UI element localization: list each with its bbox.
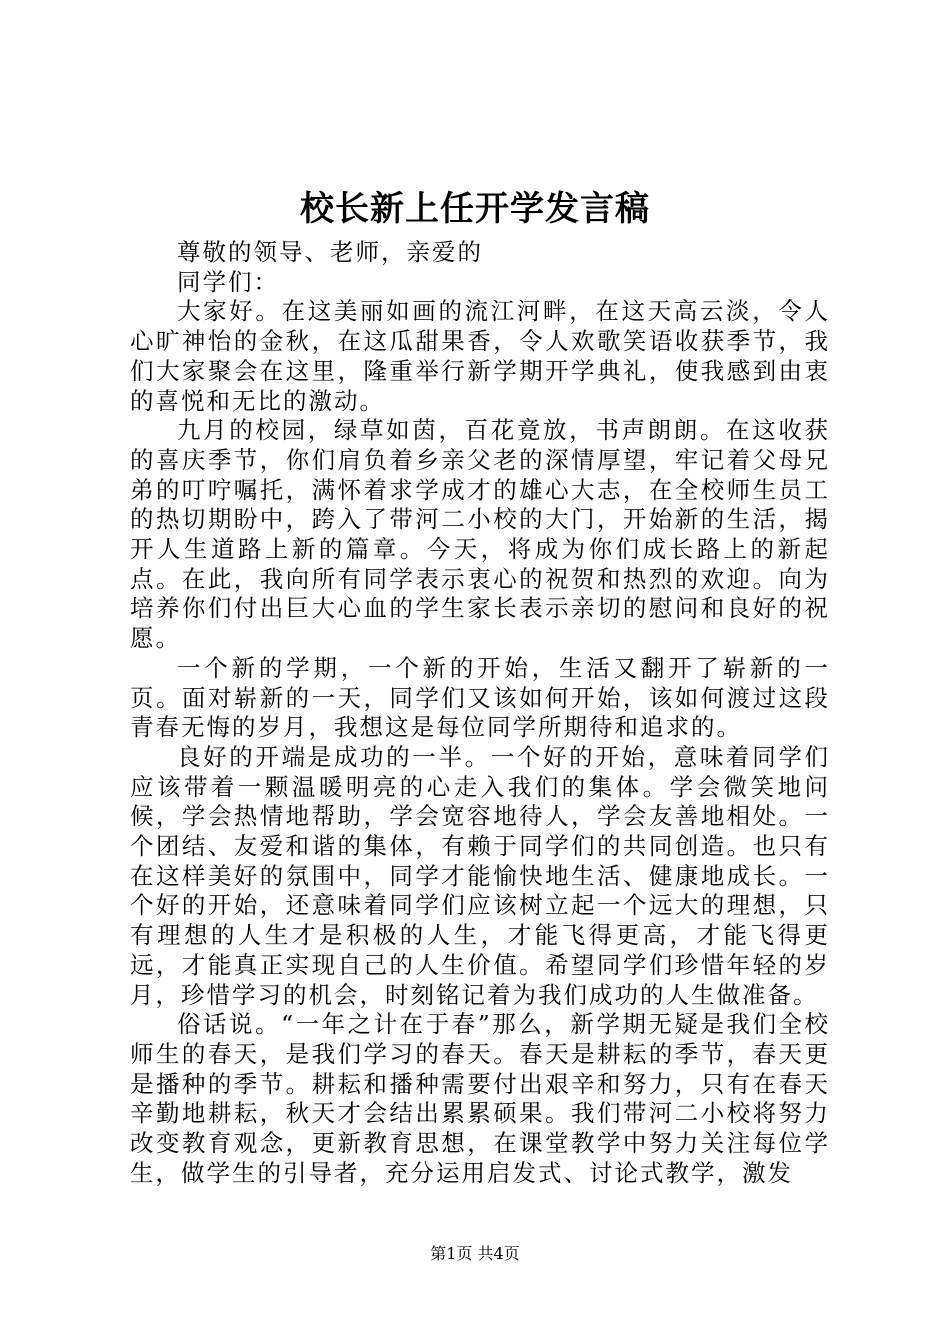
paragraph-1: 大家好。在这美丽如画的流江河畔，在这天高云淡，令人心旷神怡的金秋，在这瓜甜果香，令人欢歌笑语收获季节，我们大家聚会在这里，隆重举行新学期开学典礼，使我感到由衷的喜悦和无比的激动。	[130, 297, 830, 415]
document-title: 校长新上任开学发言稿	[300, 189, 650, 229]
document-body	[130, 238, 830, 1189]
salutation-line-1: 尊敬的领导、老师，亲爱的	[177, 238, 483, 266]
page-footer: 第1页 共4页	[430, 1244, 520, 1263]
paragraph-5: 俗话说。“一年之计在于春”那么，新学期无疑是我们全校师生的春天，是我们学习的春天。春天是耕耘的季节，春天更是播种的季节。耕耘和播种需要付出艰辛和努力，只有在春天辛勤地耕耘，秋天才会结出累累硕果。我们带河二小校将努力改变教育观念，更新教育思想，在课堂教学中努力关注每位学生，做学生的引导者，充分运用启发式、讨论式教学，激发	[130, 1010, 830, 1187]
paragraph-3: 一个新的学期，一个新的开始，生活又翻开了崭新的一页。面对崭新的一天，同学们又该如何开始，该如何渡过这段青春无悔的岁月，我想这是每位同学所期待和追求的。	[130, 653, 830, 742]
salutation-line-2: 同学们：	[177, 267, 279, 296]
paragraph-4: 良好的开端是成功的一半。一个好的开始，意味着同学们应该带着一颗温暖明亮的心走入我们的集体。学会微笑地问候，学会热情地帮助，学会宽容地待人，学会友善地相处。一个团结、友爱和谐的集体，有赖于同学们的共同创造。也只有在这样美好的氛围中，同学才能愉快地生活、健康地成长。一个好的开始，还意味着同学们应该树立起一个远大的理想，只有理想的人生才是积极的人生，才能飞得更高，才能飞得更远，才能真正实现自己的人生价值。希望同学们珍惜年轻的岁月，珍惜学习的机会，时刻铭记着为我们成功的人生做准备。	[130, 742, 830, 1009]
paragraph-2: 九月的校园，绿草如茵，百花竟放，书声朗朗。在这收获的喜庆季节，你们肩负着乡亲父老的深情厚望，牢记着父母兄弟的叮咛嘱托，满怀着求学成才的雄心大志，在全校师生员工的热切期盼中，跨入了带河二小校的大门，开始新的生活，揭开人生道路上新的篇章。今天，将成为你们成长路上的新起点。在此，我向所有同学表示衷心的祝贺和热烈的欢迎。向为培养你们付出巨大心血的学生家长表示亲切的慰问和良好的祝愿。	[130, 416, 830, 653]
